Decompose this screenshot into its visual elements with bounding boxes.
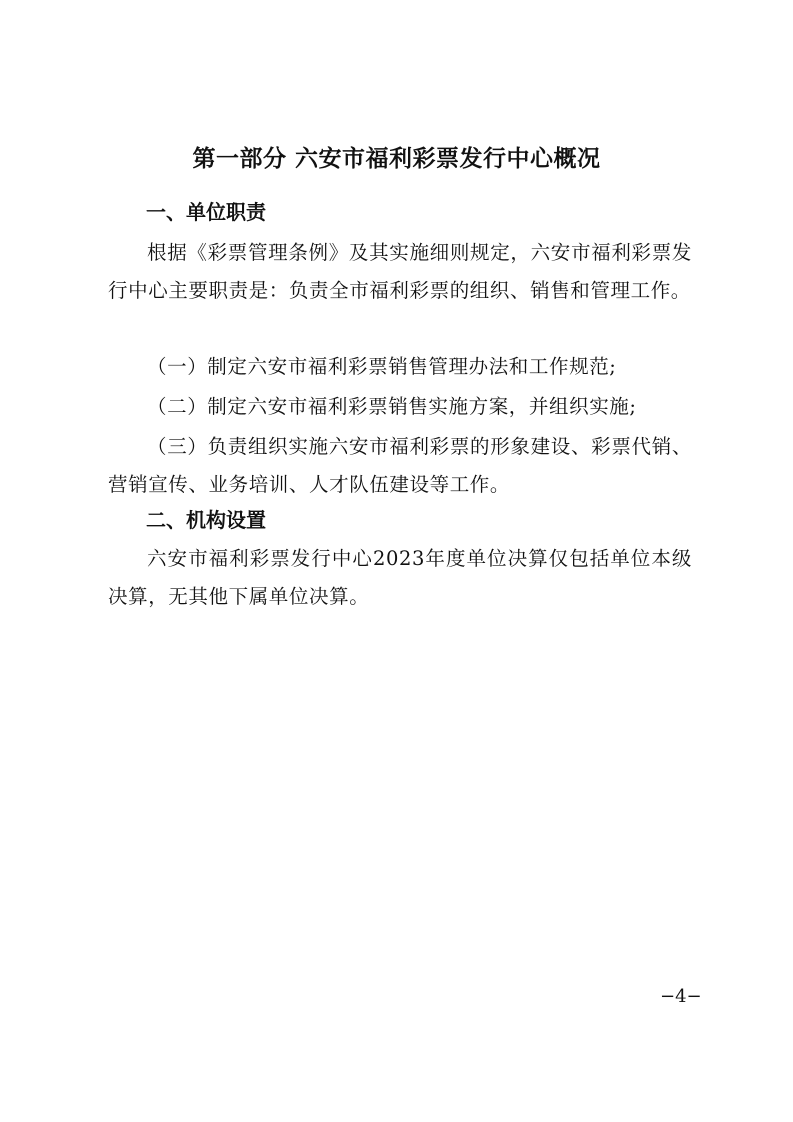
duty-item-1: （一）制定六安市福利彩票销售管理办法和工作规范; — [147, 355, 617, 378]
page-number: −4− — [660, 986, 702, 1007]
page-title: 第一部分 六安市福利彩票发行中心概况 — [192, 146, 601, 172]
structure-paragraph: 六安市福利彩票发行中心2023年度单位决算仅包括单位本级决算，无其他下属单位决算。 — [108, 547, 692, 608]
section-heading-duties: 一、单位职责 — [146, 200, 266, 224]
duties-intro-paragraph: 根据《彩票管理条例》及其实施细则规定，六安市福利彩票发行中心主要职责是：负责全市福利彩票的组织、销售和管理工作。 — [108, 241, 692, 302]
section-heading-structure: 二、机构设置 — [146, 508, 266, 532]
duty-item-3: （三）负责组织实施六安市福利彩票的形象建设、彩票代销、营销宣传、业务培训、人才队伍建设等工作。 — [108, 435, 692, 496]
duty-item-2: （二）制定六安市福利彩票销售实施方案，并组织实施; — [147, 395, 637, 418]
